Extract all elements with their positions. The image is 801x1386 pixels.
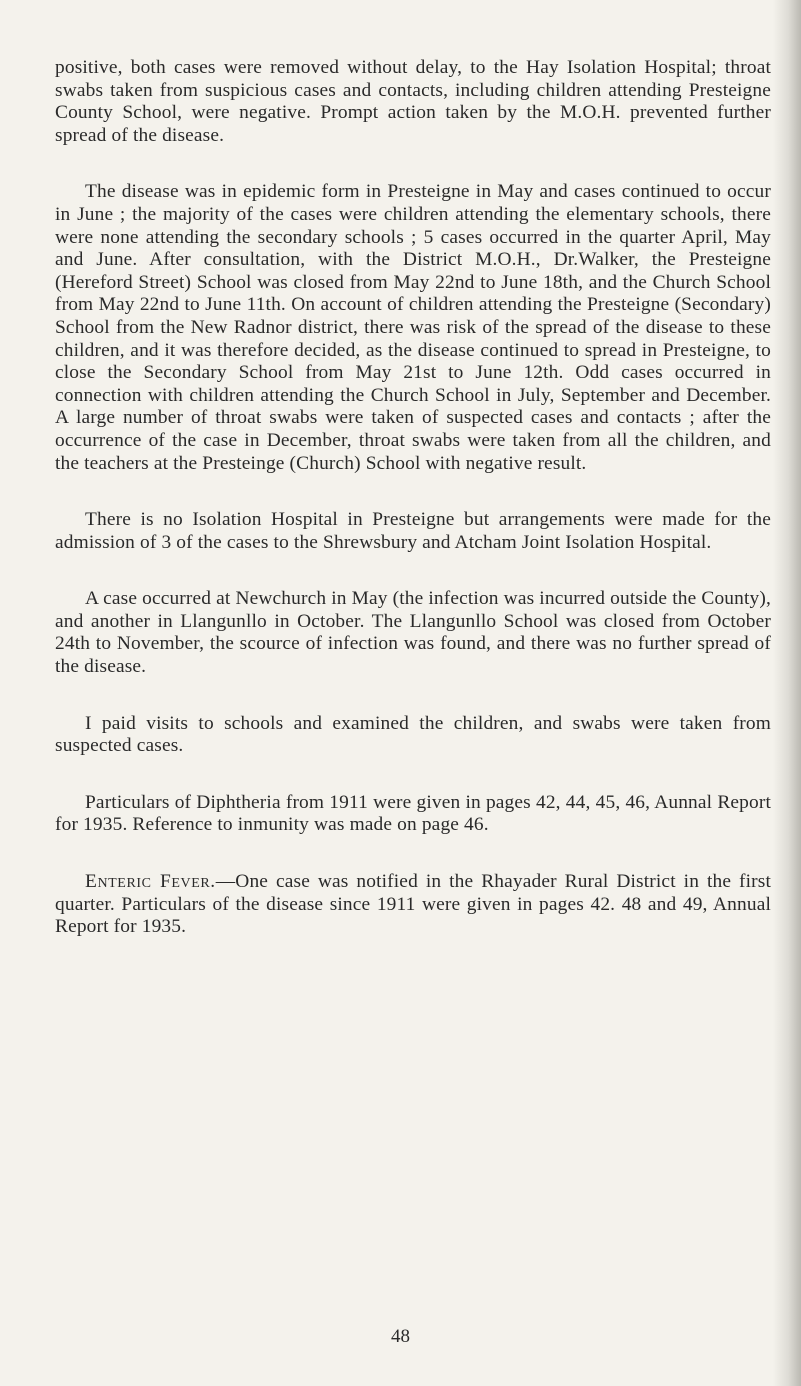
paragraph-diphtheria-particulars: Particulars of Diphtheria from 1911 were given in pages 42, 44, 45, 46, Aunnal Report for 1935. Reference to inmunity was made on page 46. [55, 791, 771, 836]
page-edge-shadow [773, 0, 801, 1386]
paragraph-presteigne-epidemic: The disease was in epidemic form in Presteigne in May and cases continued to occur in June ; the majority of the cases were children attending the elementary schools, there were none attending the secondary schools ; 5 cases occurred in the quarter April, May and June. After consultation, with the District M.O.H., Dr.Walker, the Presteigne (Hereford Street) School was closed from May 22nd to June 18th, and the Church School from May 22nd to June 11th. On account of children attending the Presteigne (Secondary) School from the New Radnor district, there was risk of the spread of the disease to these children, and it was therefore decided, as the disease continued to spread in Presteigne, to close the Secondary School from May 21st to June 12th. Odd cases occurred in connection with children attending the Church School in July, September and December. A large number of throat swabs were taken of suspected cases and contacts ; after the occurrence of the case in December, throat swabs were taken from all the children, and the teachers at the Presteinge (Church) School with negative result. [55, 181, 771, 474]
paragraph-enteric-fever [55, 871, 771, 939]
section-heading-enteric-fever: Enteric Fever. [85, 871, 216, 893]
paragraph-isolation-hospital: There is no Isolation Hospital in Presteigne but arrangements were made for the admission of 3 of the cases to the Shrewsbury and Atcham Joint Isolation Hospital. [55, 509, 771, 553]
body-text [55, 57, 771, 939]
paragraph-newchurch-llangunllo: A case occurred at Newchurch in May (the infection was incurred outside the County), and another in Llangunllo in October. The Llangunllo School was closed from October 24th to November, the scource of infection was found, and there was no further spread of the disease. [55, 588, 771, 678]
paragraph-continuation: positive, both cases were removed without delay, to the Hay Isolation Hospital; throat swabs taken from suspicious cases and contacts, including children attending Presteigne County School, were negative. Prompt action taken by the M.O.H. prevented further spread of the disease. [55, 57, 771, 146]
page-number: 48 [391, 1326, 410, 1347]
enteric-fever-text: —One case was notified in the Rhayader Rural District in the first quarter. Particulars of the disease since 1911 were given in pages 42. 48 and 49, Annual Report for 1935. [55, 871, 772, 938]
paragraph-school-visits: I paid visits to schools and examined the children, and swabs were taken from suspected cases. [55, 712, 771, 757]
